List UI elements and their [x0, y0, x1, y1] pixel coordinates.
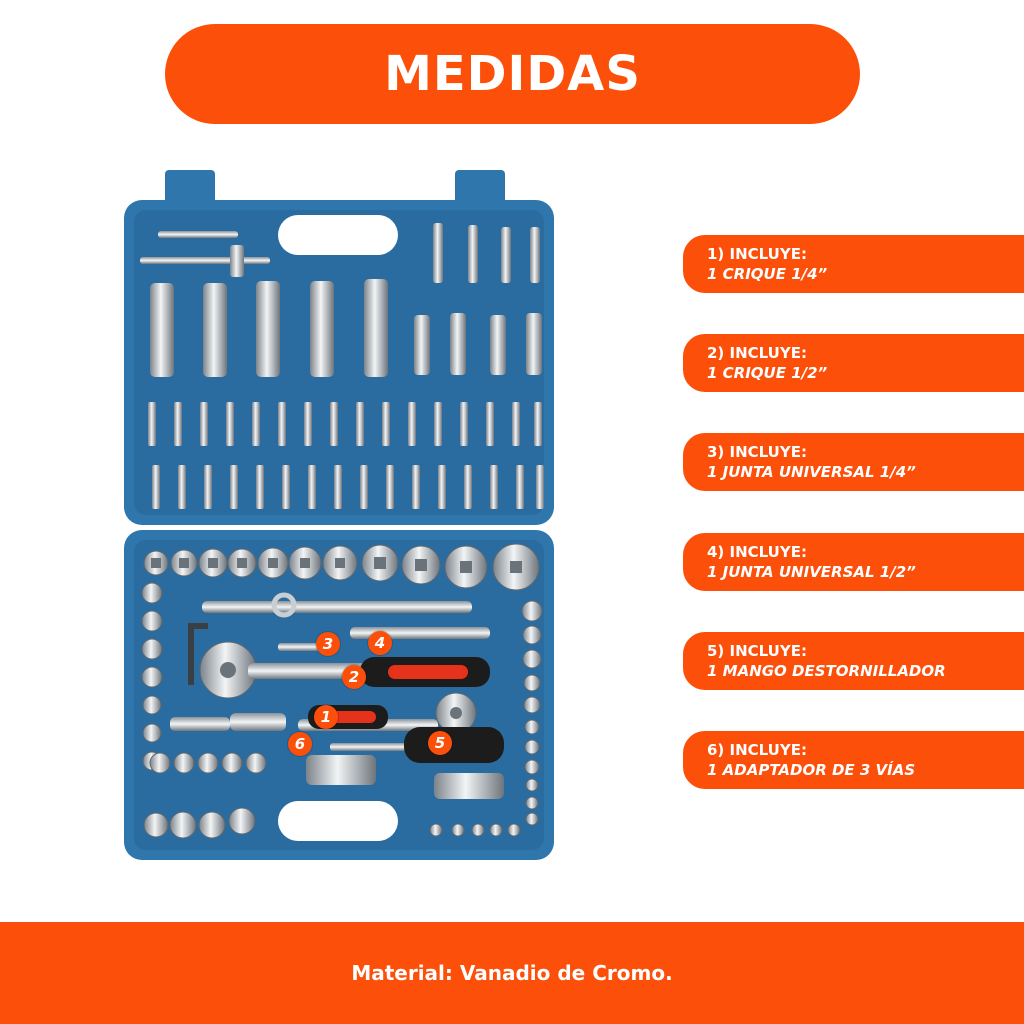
include-item-6 [683, 731, 1024, 789]
include-item-description: 1 JUNTA UNIVERSAL 1/4” [707, 463, 916, 481]
callout-badge-1: 1 [314, 705, 338, 729]
footer-banner [0, 922, 1024, 1024]
callout-badge-2: 2 [342, 665, 366, 689]
include-item-5 [683, 632, 1024, 690]
include-item-description: 1 CRIQUE 1/4” [707, 265, 828, 283]
include-item-heading: 5) INCLUYE: [707, 642, 807, 660]
include-item-heading: 2) INCLUYE: [707, 344, 807, 362]
include-item-heading: 1) INCLUYE: [707, 245, 807, 263]
include-item-2 [683, 334, 1024, 392]
include-item-4 [683, 533, 1024, 591]
callout-badge-5: 5 [428, 731, 452, 755]
include-item-description: 1 MANGO DESTORNILLADOR [707, 662, 946, 680]
include-item-description: 1 CRIQUE 1/2” [707, 364, 828, 382]
include-item-3 [683, 433, 1024, 491]
include-item-heading: 6) INCLUYE: [707, 741, 807, 759]
material-text: Material: Vanadio de Cromo. [351, 961, 673, 985]
tool-case-image [118, 165, 558, 875]
include-item-description: 1 ADAPTADOR DE 3 VÍAS [707, 761, 916, 779]
page-title: MEDIDAS [384, 46, 641, 102]
title-banner [165, 24, 860, 124]
callout-badge-3: 3 [316, 632, 340, 656]
callout-badge-6: 6 [288, 732, 312, 756]
include-item-description: 1 JUNTA UNIVERSAL 1/2” [707, 563, 916, 581]
include-item-1 [683, 235, 1024, 293]
include-item-heading: 3) INCLUYE: [707, 443, 807, 461]
include-item-heading: 4) INCLUYE: [707, 543, 807, 561]
callout-badge-4: 4 [368, 631, 392, 655]
